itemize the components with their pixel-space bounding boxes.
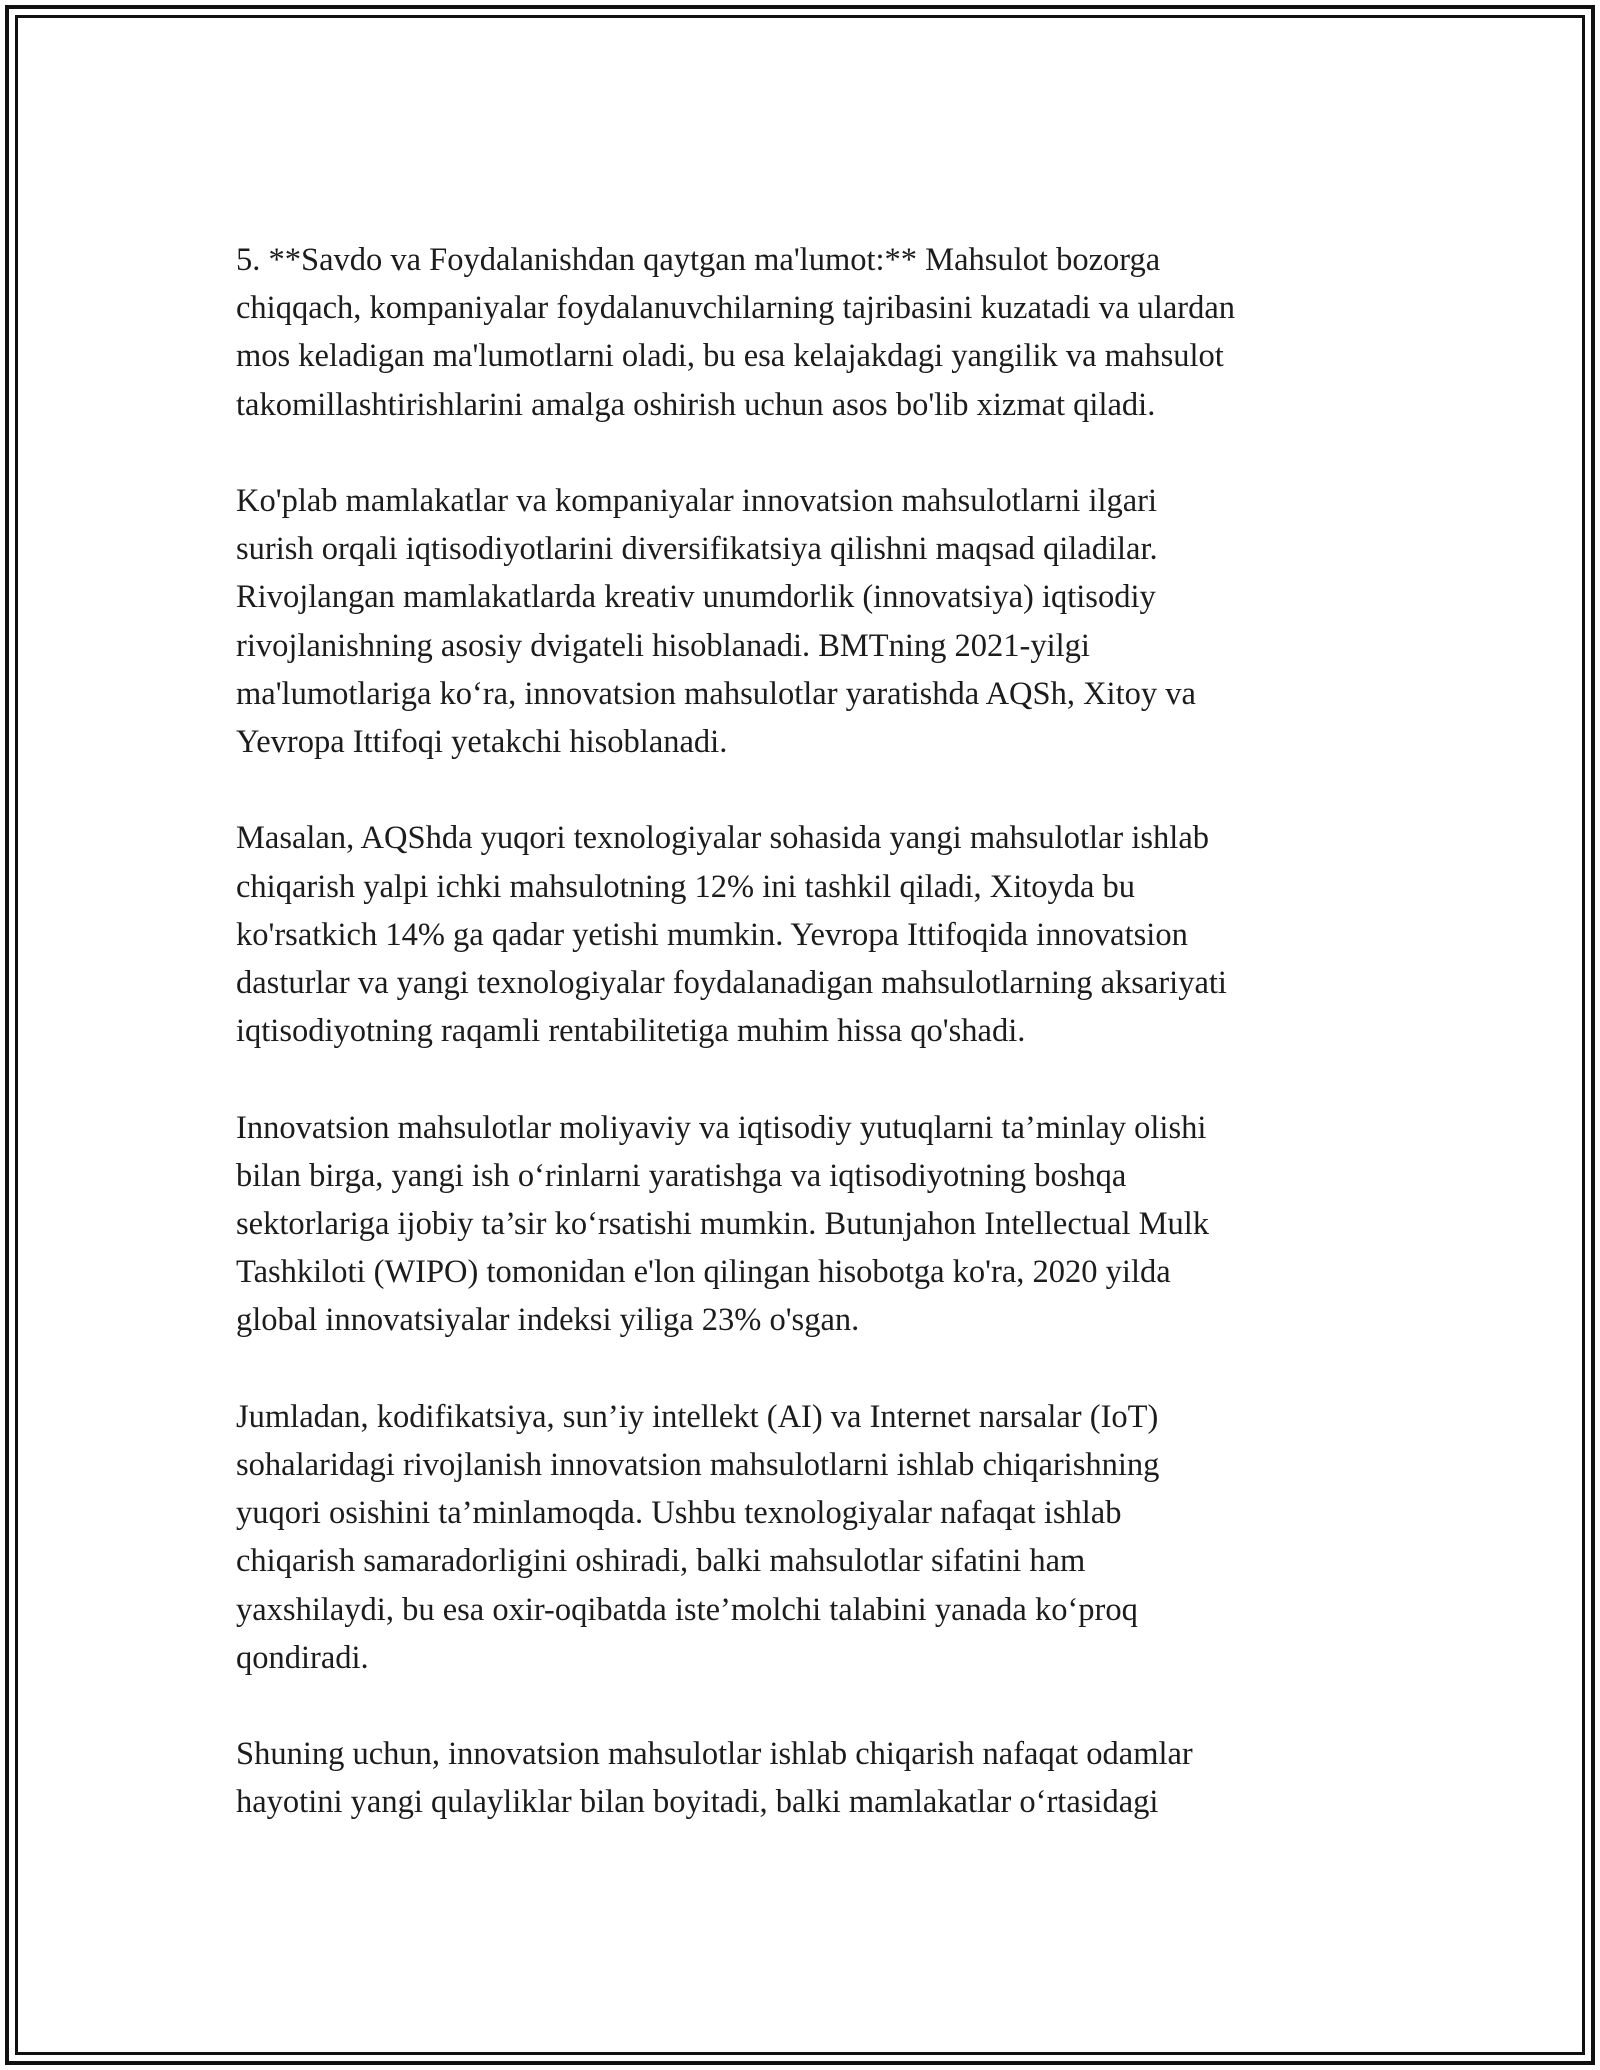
text-line: Ko'plab mamlakatlar va kompaniyalar innovatsion mahsulotlarni ilgari bbox=[236, 483, 1158, 519]
paragraph-conclusion bbox=[236, 1730, 1396, 1826]
text-line: takomillashtirishlarini amalga oshirish uchun asos bo'lib xizmat qiladi. bbox=[236, 386, 1156, 423]
text-line: rivojlanishning asosiy dvigateli hisoblanadi. BMTning 2021-yilgi bbox=[236, 627, 1090, 664]
text-line: Rivojlangan mamlakatlarda kreativ unumdorlik (innovatsiya) iqtisodiy bbox=[236, 579, 1156, 616]
text-line: ma'lumotlariga ko‘ra, innovatsion mahsulotlar yaratishda AQSh, Xitoy va bbox=[236, 675, 1196, 712]
paragraph-impact bbox=[236, 1104, 1396, 1345]
document-body bbox=[236, 236, 1396, 1875]
text-line: Innovatsion mahsulotlar moliyaviy va iqtisodiy yutuqlarni ta’minlay olishi bbox=[236, 1109, 1207, 1146]
text-line: dasturlar va yangi texnologiyalar foydalanadigan mahsulotlarning aksariyati bbox=[236, 965, 1227, 1002]
text-line: Yevropa Ittifoqi yetakchi hisoblanadi. bbox=[236, 724, 728, 761]
text-line: hayotini yangi qulayliklar bilan boyitadi, balki mamlakatlar o‘rtasidagi bbox=[236, 1784, 1159, 1821]
paragraph-technologies bbox=[236, 1393, 1396, 1682]
text-line: yaxshilaydi, bu esa oxir-oqibatda iste’molchi talabini yanada ko‘proq bbox=[236, 1591, 1138, 1628]
text-line: Shuning uchun, innovatsion mahsulotlar ishlab chiqarish nafaqat odamlar bbox=[236, 1736, 1193, 1773]
text-line: sohalaridagi rivojlanish innovatsion mahsulotlarni ishlab chiqarishning bbox=[236, 1447, 1160, 1484]
text-line: qondiradi. bbox=[236, 1639, 369, 1676]
text-line: chiqarish samaradorligini oshiradi, balki mahsulotlar sifatini ham bbox=[236, 1543, 1086, 1580]
paragraph-diversification bbox=[236, 477, 1396, 766]
text-line: Jumladan, kodifikatsiya, sun’iy intellekt (AI) va Internet narsalar (IoT) bbox=[236, 1398, 1159, 1435]
paragraph-examples bbox=[236, 814, 1396, 1055]
text-line: iqtisodiyotning raqamli rentabilitetiga muhim hissa qo'shadi. bbox=[236, 1013, 1026, 1050]
text-line: surish orqali iqtisodiyotlarini diversifikatsiya qilishni maqsad qiladilar. bbox=[236, 531, 1158, 568]
text-line: ko'rsatkich 14% ga qadar yetishi mumkin. Yevropa Ittifoqida innovatsion bbox=[236, 916, 1188, 953]
text-line: bilan birga, yangi ish o‘rinlarni yaratishga va iqtisodiyotning boshqa bbox=[236, 1157, 1127, 1194]
text-line: chiqarish yalpi ichki mahsulotning 12% ini tashkil qiladi, Xitoyda bu bbox=[236, 868, 1136, 905]
text-line: Masalan, AQShda yuqori texnologiyalar sohasida yangi mahsulotlar ishlab bbox=[236, 820, 1210, 857]
paragraph-feedback bbox=[236, 236, 1396, 429]
text-line: sektorlariga ijobiy ta’sir ko‘rsatishi mumkin. Butunjahon Intellectual Mulk bbox=[236, 1206, 1210, 1243]
text-line: global innovatsiyalar indeksi yiliga 23% o'sgan. bbox=[236, 1302, 860, 1339]
text-line: yuqori osishini ta’minlamoqda. Ushbu texnologiyalar nafaqat ishlab bbox=[236, 1495, 1122, 1532]
text-line: Tashkiloti (WIPO) tomonidan e'lon qilingan hisobotga ko'ra, 2020 yilda bbox=[236, 1254, 1171, 1291]
text-line: mos keladigan ma'lumotlarni oladi, bu esa kelajakdagi yangilik va mahsulot bbox=[236, 338, 1224, 375]
text-line: 5. **Savdo va Foydalanishdan qaytgan ma'lumot:** Mahsulot bozorga bbox=[236, 242, 1161, 278]
text-line: chiqqach, kompaniyalar foydalanuvchilarning tajribasini kuzatadi va ulardan bbox=[236, 290, 1236, 327]
